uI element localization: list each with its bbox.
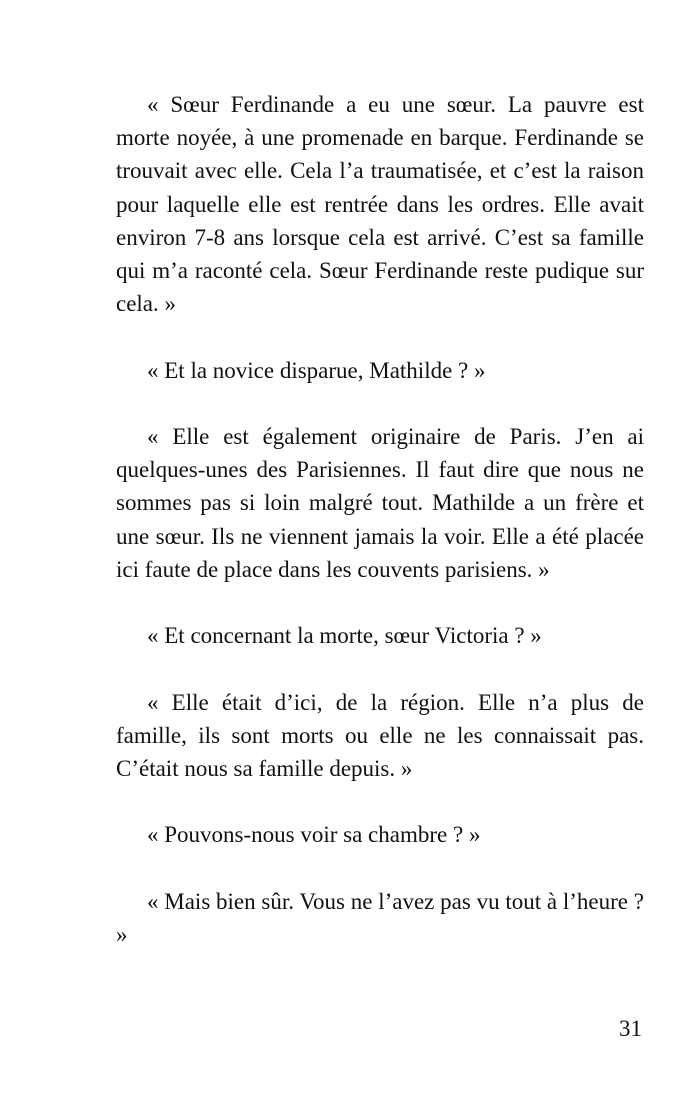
paragraph-6: « Pouvons-nous voir sa chambre ? » xyxy=(147,822,481,848)
paragraph-2: « Et la novice disparue, Mathilde ? » xyxy=(147,357,486,383)
page-body xyxy=(116,88,644,951)
page-number: 31 xyxy=(619,1016,642,1041)
paragraph-4: « Et concernant la morte, sœur Victoria ? » xyxy=(147,623,542,649)
paragraph-7: « Mais bien sûr. Vous ne l’avez pas vu tout à l’heure ? » xyxy=(116,888,644,947)
paragraph-5: « Elle était d’ici, de la région. Elle n’a plus de famille, ils sont morts ou elle ne les connaissait pas. C’était nous sa famille depuis. » xyxy=(116,689,644,781)
paragraph-3: « Elle est également originaire de Paris. J’en ai quelques-unes des Parisiennes. Il faut dire que nous ne sommes pas si loin malgré tout. Mathilde a un frère et une sœur. Ils ne viennent jamais la voir. Elle a été placée ici faute de place dans les couvents parisiens. » xyxy=(116,424,644,582)
paragraph-1: « Sœur Ferdinande a eu une sœur. La pauvre est morte noyée, à une promenade en barque. Ferdinande se trouvait avec elle. Cela l’a traumatisée, et c’est la raison pour laquelle elle est rentrée dans les ordres. Elle avait environ 7-8 ans lorsque cela est arrivé. C’est sa famille qui m’a raconté cela. Sœur Ferdinande reste pudique sur cela. » xyxy=(116,92,644,317)
